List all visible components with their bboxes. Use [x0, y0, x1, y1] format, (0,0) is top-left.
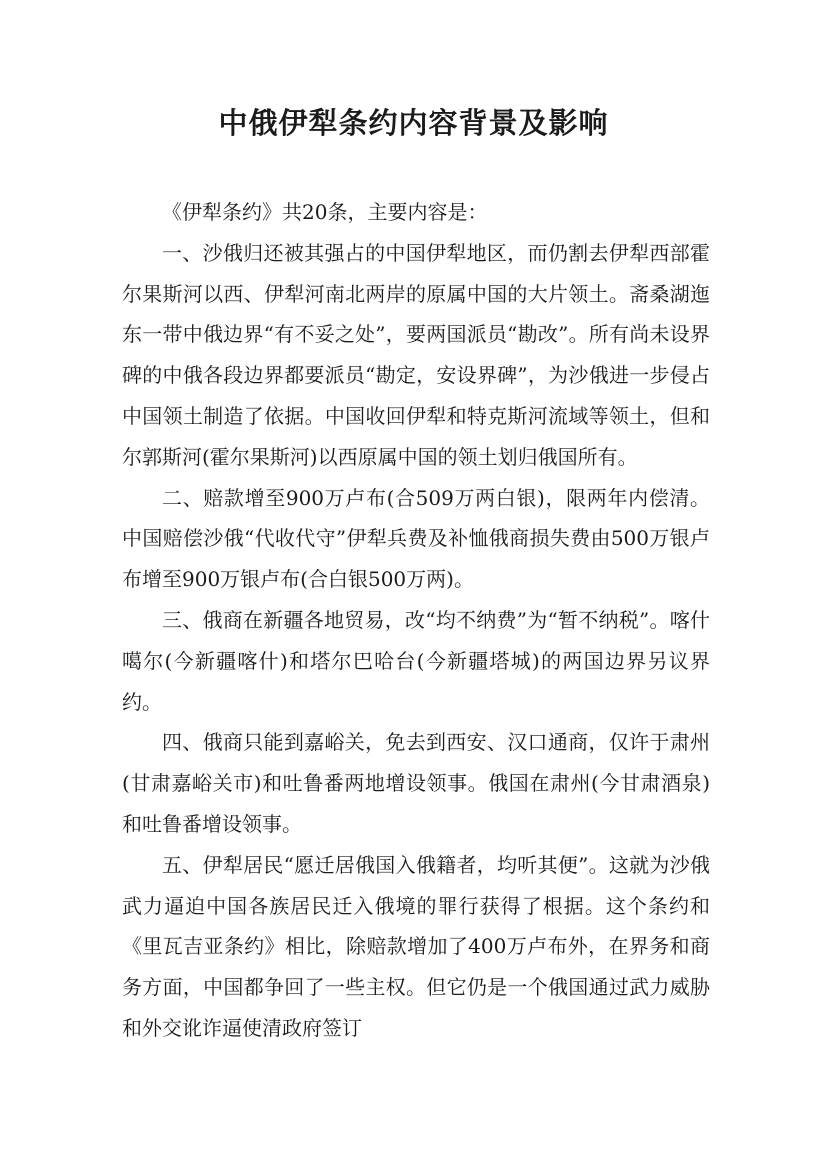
paragraph-intro: 《伊犁条约》共20条，主要内容是： [162, 200, 488, 224]
paragraph-item-4: 四、俄商只能到嘉峪关，免去到西安、汉口通商，仅许于肃州(甘肃嘉峪关市)和吐鲁番两地增设领事。俄国在肃州(今甘肃酒泉)和吐鲁番增设领事。 [122, 730, 710, 836]
document-body [122, 192, 710, 1049]
paragraph-item-1: 一、沙俄归还被其强占的中国伊犁地区，而仍割去伊犁西部霍尔果斯河以西、伊犁河南北两岸的原属中国的大片领土。斋桑湖迤东一带中俄边界“有不妥之处”，要两国派员“勘改”。所有尚未设界碑的中俄各段边界都要派员“勘定，安设界碑”，为沙俄进一步侵占中国领土制造了依据。中国收回伊犁和特克斯河流域等领土，但和尔郭斯河(霍尔果斯河)以西原属中国的领土划归俄国所有。 [122, 240, 710, 469]
paragraph-item-2: 二、赔款增至900万卢布(合509万两白银)，限两年内偿清。中国赔偿沙俄“代收代守”伊犁兵费及补恤俄商损失费由500万银卢布增至900万银卢布(合白银500万两)。 [122, 485, 710, 592]
document-title: 中俄伊犁条约内容背景及影响 [218, 106, 609, 140]
paragraph-item-3: 三、俄商在新疆各地贸易，改“均不纳费”为“暂不纳税”。喀什噶尔(今新疆喀什)和塔尔巴哈台(今新疆塔城)的两国边界另议界约。 [122, 607, 710, 714]
paragraph-item-5: 五、伊犁居民“愿迁居俄国入俄籍者，均听其便”。这就为沙俄武力逼迫中国各族居民迁入俄境的罪行获得了根据。这个条约和《里瓦吉亚条约》相比，除赔款增加了400万卢布外，在界务和商务方面，中国都争回了一些主权。但它仍是一个俄国通过武力威胁和外交讹诈逼使清政府签订 [122, 852, 710, 1040]
